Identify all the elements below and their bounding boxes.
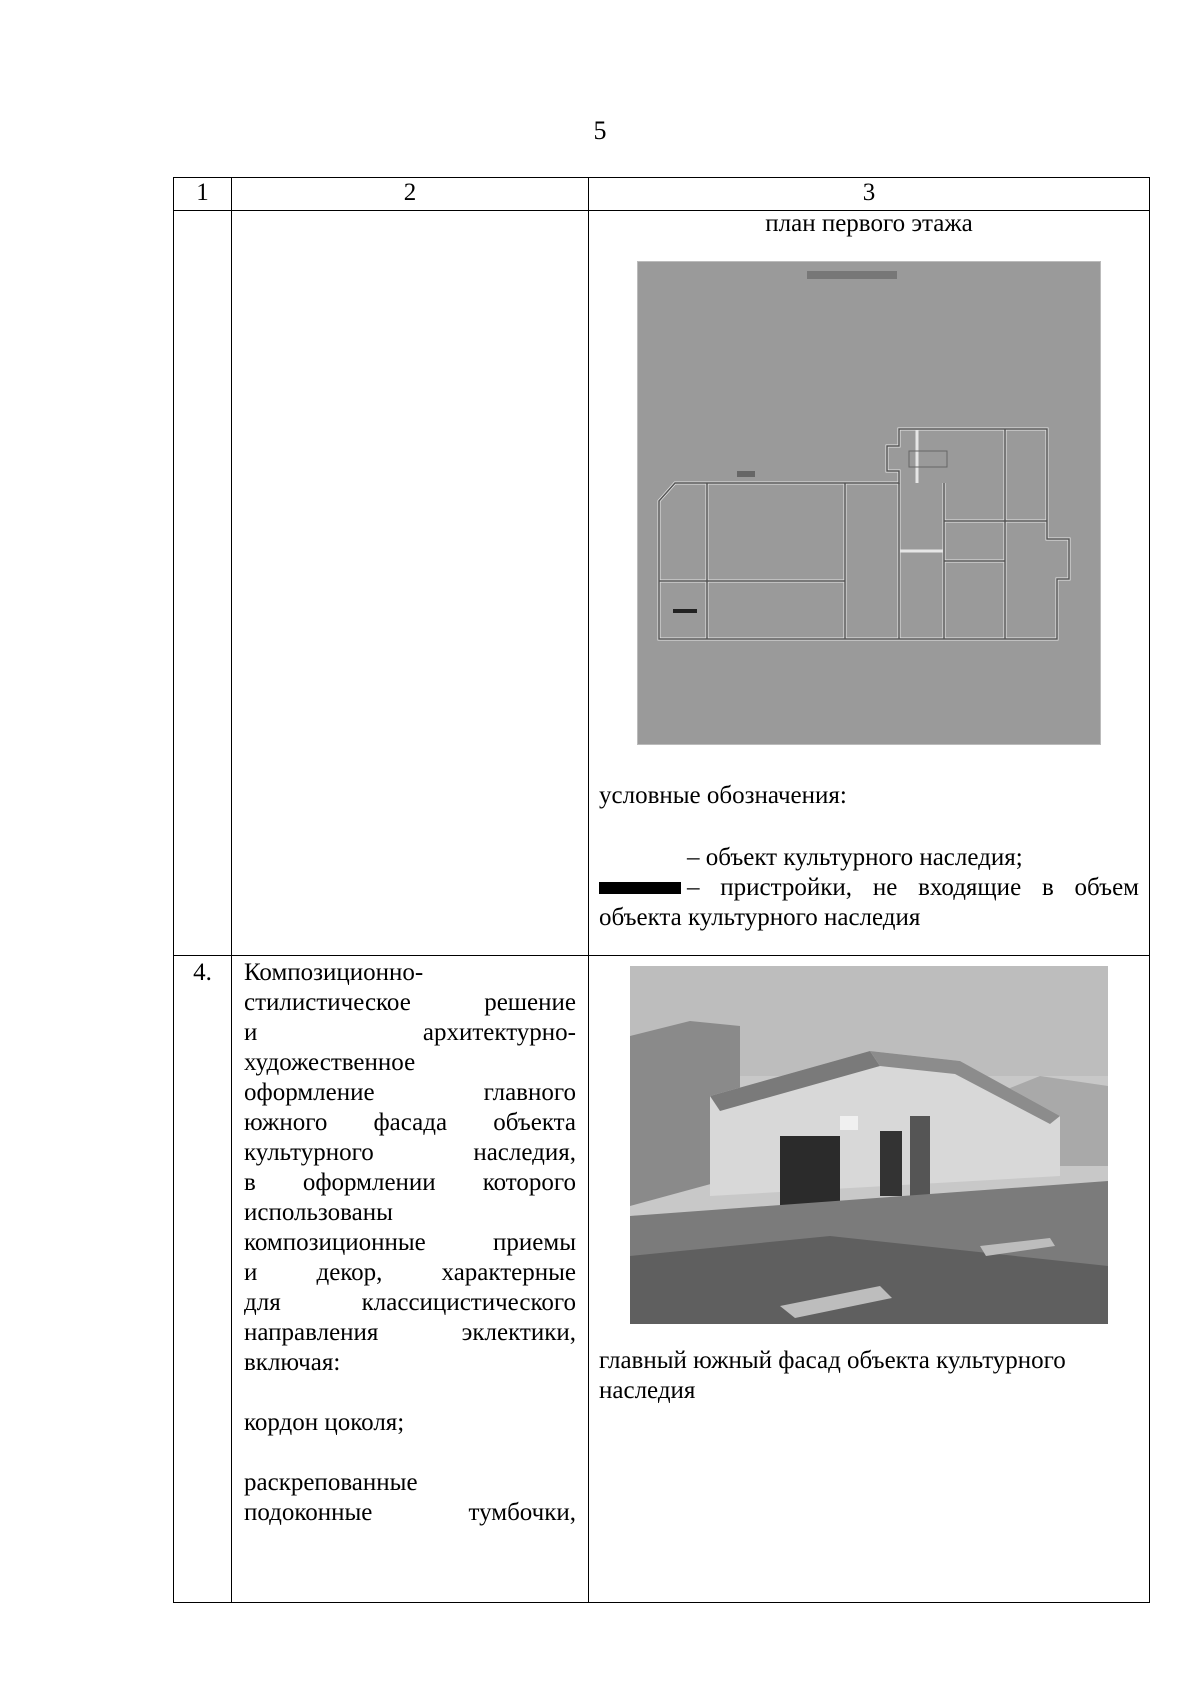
desc-item-line: подоконные тумбочки, bbox=[244, 1499, 576, 1526]
desc-line: включая: bbox=[244, 1349, 341, 1376]
table-header-row bbox=[174, 178, 1150, 211]
row-4-number: 4. bbox=[174, 956, 232, 1603]
legend-title: условные обозначения: bbox=[599, 782, 847, 809]
floor-plan-image bbox=[637, 261, 1101, 745]
desc-item-line: раскрепованные bbox=[244, 1469, 418, 1496]
desc-line: художественное bbox=[244, 1049, 416, 1076]
legend-swatch-additions bbox=[599, 882, 681, 894]
page-number: 5 bbox=[593, 116, 607, 145]
desc-line: оформление главного bbox=[244, 1079, 576, 1106]
desc-line: для классицистического bbox=[244, 1289, 576, 1316]
desc-line: композиционные приемы bbox=[244, 1229, 576, 1256]
facade-photo bbox=[630, 966, 1108, 1324]
header-col-2: 2 bbox=[232, 178, 589, 211]
legend-item-additions bbox=[599, 873, 1139, 903]
desc-line: направления эклектики, bbox=[244, 1319, 576, 1346]
desc-line: и архитектурно- bbox=[244, 1019, 576, 1046]
desc-line: использованы bbox=[244, 1199, 393, 1226]
header-col-3: 3 bbox=[589, 178, 1150, 211]
desc-line: южного фасада объекта bbox=[244, 1109, 576, 1136]
row-4-content-cell bbox=[589, 956, 1150, 1603]
row-4-description bbox=[232, 956, 589, 1603]
desc-line: стилистическое решение bbox=[244, 989, 576, 1016]
document-table bbox=[173, 177, 1150, 1603]
header-col-1: 1 bbox=[174, 178, 232, 211]
table-row-4 bbox=[174, 956, 1150, 1603]
table-row-plan bbox=[174, 211, 1150, 956]
desc-line: Композиционно- bbox=[244, 959, 424, 986]
desc-item-cordon: кордон цоколя; bbox=[244, 1409, 405, 1436]
desc-line: в оформлении которого bbox=[244, 1169, 576, 1196]
plan-title: план первого этажа bbox=[765, 210, 973, 237]
desc-line: и декор, характерные bbox=[244, 1259, 576, 1286]
facade-photo-caption: главный южный фасад объекта культурного наследия bbox=[599, 1347, 1066, 1404]
legend-item-heritage-label: – объект культурного наследия; bbox=[687, 844, 1023, 871]
row-plan-description-cell bbox=[232, 211, 589, 956]
legend-item-heritage bbox=[599, 843, 1139, 873]
row-plan-content-cell bbox=[589, 211, 1150, 956]
legend-item-additions-label: – пристройки, не входящие в объем bbox=[687, 874, 1139, 901]
row-plan-number-cell bbox=[174, 211, 232, 956]
legend-item-additions-label-cont: объекта культурного наследия bbox=[599, 904, 921, 931]
desc-line: культурного наследия, bbox=[244, 1139, 576, 1166]
